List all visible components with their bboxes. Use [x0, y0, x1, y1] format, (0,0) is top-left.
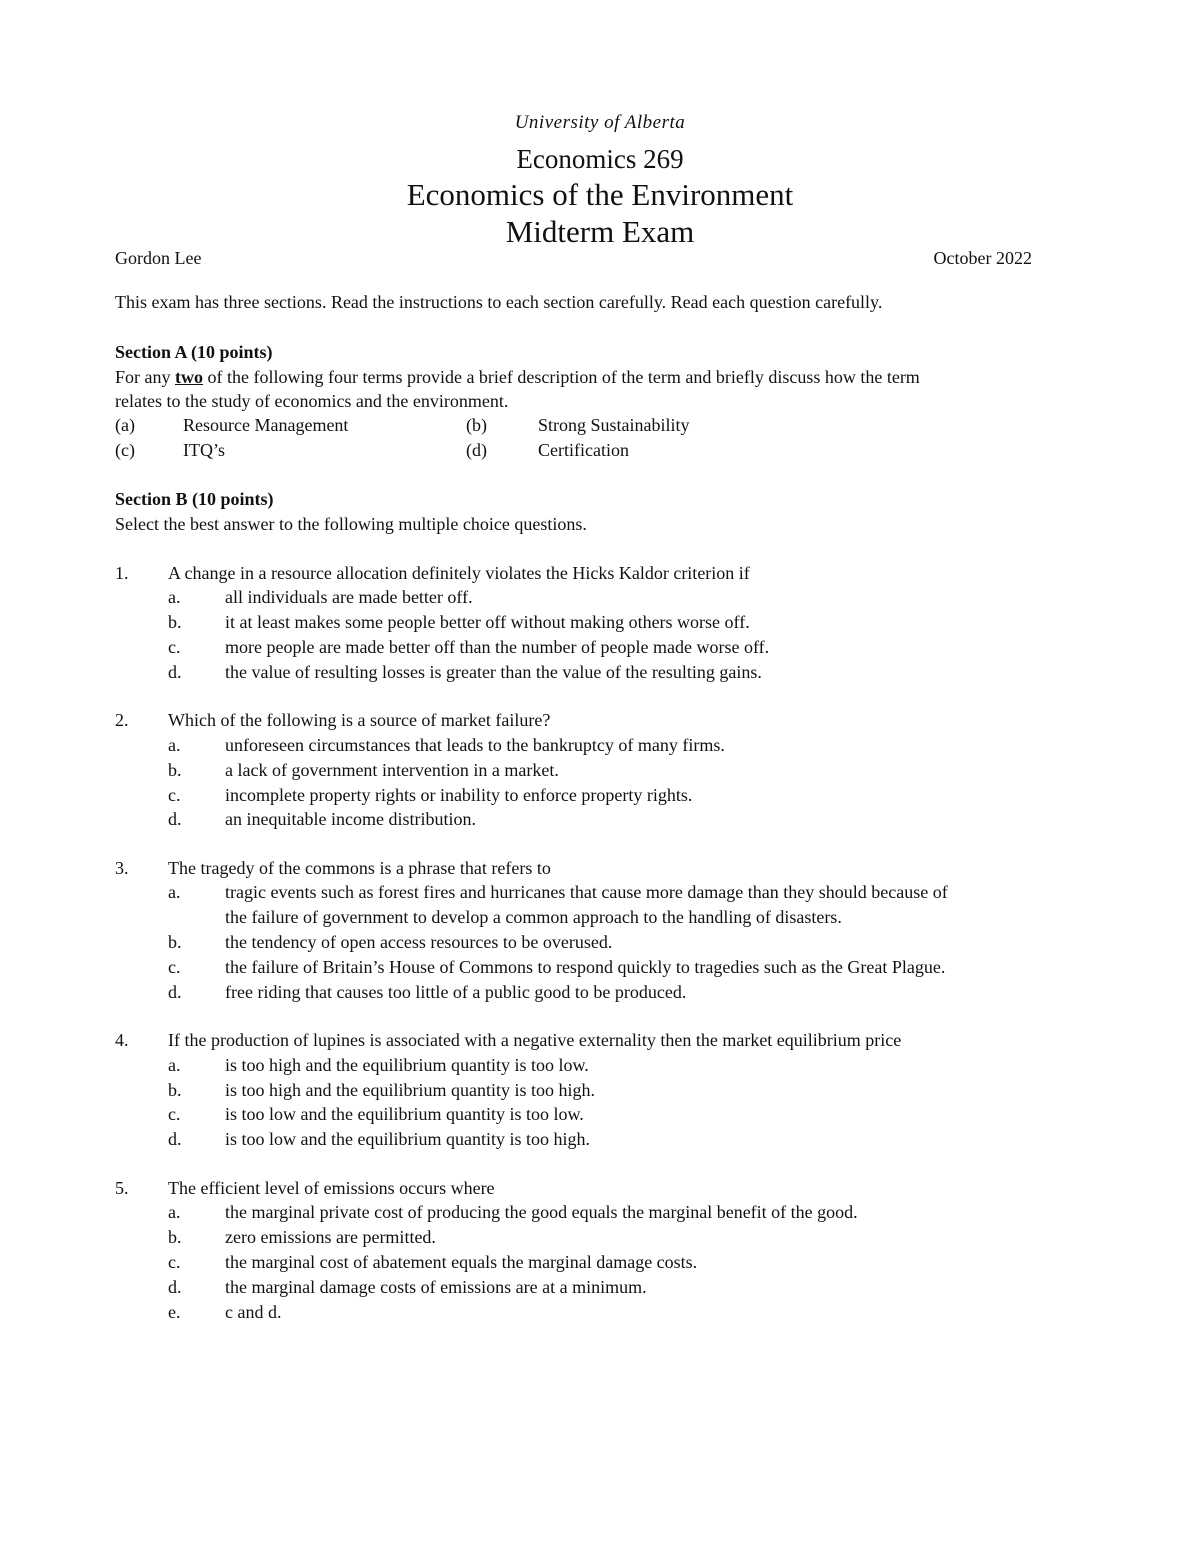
term-text: ITQ’s	[183, 440, 225, 460]
section-a-instructions-end: of the following four terms provide a brief description of the term and briefly discuss how the term	[203, 367, 920, 387]
question-number: 1.	[115, 563, 129, 583]
section-b-instructions: Select the best answer to the following multiple choice questions.	[115, 514, 587, 534]
option-text: c and d.	[225, 1302, 282, 1322]
option-text: the failure of Britain’s House of Commons to respond quickly to tragedies such as the Great Plague.	[225, 957, 946, 977]
option-text: the tendency of open access resources to be overused.	[225, 932, 613, 952]
author-name: Gordon Lee	[115, 248, 202, 268]
question-text: Which of the following is a source of market failure?	[168, 710, 551, 730]
option-letter: c.	[168, 1104, 181, 1124]
question-number: 4.	[115, 1030, 129, 1050]
option-letter: a.	[168, 1202, 181, 1222]
question-text: A change in a resource allocation definitely violates the Hicks Kaldor criterion if	[168, 563, 750, 583]
section-a-instructions	[115, 365, 920, 389]
option-letter: d.	[168, 1129, 182, 1149]
exam-intro: This exam has three sections. Read the instructions to each section carefully. Read each question carefully.	[115, 292, 883, 312]
option-letter: d.	[168, 1277, 182, 1297]
option-letter: c.	[168, 1252, 181, 1272]
option-text: incomplete property rights or inability to enforce property rights.	[225, 785, 693, 805]
exam-title: Midterm Exam	[505, 214, 695, 249]
option-text: the marginal private cost of producing the good equals the marginal benefit of the good.	[225, 1202, 858, 1222]
option-letter: a.	[168, 882, 181, 902]
option-letter: a.	[168, 1055, 181, 1075]
option-text: zero emissions are permitted.	[225, 1227, 436, 1247]
option-text: is too low and the equilibrium quantity is too high.	[225, 1129, 590, 1149]
question-text: The tragedy of the commons is a phrase that refers to	[168, 858, 551, 878]
term-text: Strong Sustainability	[538, 415, 690, 435]
option-letter: a.	[168, 735, 181, 755]
option-letter: e.	[168, 1302, 181, 1322]
option-text: the marginal cost of abatement equals the marginal damage costs.	[225, 1252, 698, 1272]
term-letter: (d)	[466, 440, 487, 460]
university-name: University of Alberta	[514, 112, 686, 133]
option-letter: b.	[168, 1080, 182, 1100]
course-title: Economics of the Environment	[406, 177, 794, 212]
option-letter: c.	[168, 957, 181, 977]
option-letter: d.	[168, 809, 182, 829]
section-a-instructions-start: For any	[115, 367, 175, 387]
question-text: If the production of lupines is associated with a negative externality then the market equilibrium price	[168, 1030, 902, 1050]
question-number: 5.	[115, 1178, 129, 1198]
term-letter: (a)	[115, 415, 135, 435]
option-letter: b.	[168, 932, 182, 952]
option-text: is too high and the equilibrium quantity is too low.	[225, 1055, 589, 1075]
option-text: tragic events such as forest fires and hurricanes that cause more damage than they should because of	[225, 882, 948, 902]
option-letter: c.	[168, 637, 181, 657]
option-text: an inequitable income distribution.	[225, 809, 476, 829]
option-text: free riding that causes too little of a public good to be produced.	[225, 982, 687, 1002]
option-text: it at least makes some people better off without making others worse off.	[225, 612, 750, 632]
term-letter: (b)	[466, 415, 487, 435]
question-number: 2.	[115, 710, 129, 730]
option-letter: d.	[168, 662, 182, 682]
section-a-instructions-line2: relates to the study of economics and the environment.	[115, 391, 509, 411]
option-text: all individuals are made better off.	[225, 587, 473, 607]
option-text: is too high and the equilibrium quantity is too high.	[225, 1080, 595, 1100]
option-text: unforeseen circumstances that leads to the bankruptcy of many firms.	[225, 735, 725, 755]
section-b-heading: Section B (10 points)	[115, 489, 274, 509]
exam-date: October 2022	[933, 248, 1032, 268]
option-text: the marginal damage costs of emissions are at a minimum.	[225, 1277, 647, 1297]
option-text: is too low and the equilibrium quantity is too low.	[225, 1104, 584, 1124]
question-number: 3.	[115, 858, 129, 878]
term-letter: (c)	[115, 440, 135, 460]
option-text: the value of resulting losses is greater than the value of the resulting gains.	[225, 662, 762, 682]
section-a-heading: Section A (10 points)	[115, 342, 273, 362]
option-letter: a.	[168, 587, 181, 607]
term-text: Certification	[538, 440, 629, 460]
option-text-continued: the failure of government to develop a common approach to the handling of disasters.	[225, 907, 842, 927]
course-code: Economics 269	[516, 144, 684, 174]
option-text: a lack of government intervention in a market.	[225, 760, 559, 780]
question-text: The efficient level of emissions occurs where	[168, 1178, 495, 1198]
option-letter: b.	[168, 760, 182, 780]
option-letter: b.	[168, 612, 182, 632]
option-letter: d.	[168, 982, 182, 1002]
term-text: Resource Management	[183, 415, 349, 435]
section-a-emphasis: two	[175, 367, 203, 387]
option-letter: c.	[168, 785, 181, 805]
option-text: more people are made better off than the number of people made worse off.	[225, 637, 770, 657]
option-letter: b.	[168, 1227, 182, 1247]
